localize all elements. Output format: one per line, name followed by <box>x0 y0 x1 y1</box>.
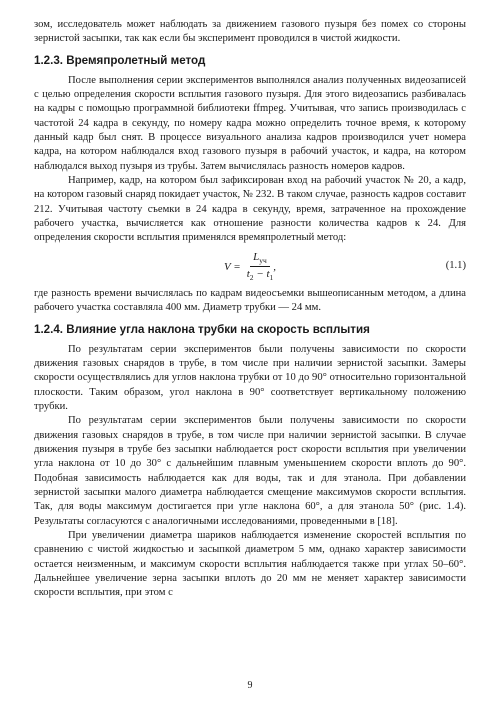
formula-numerator: $L_{уч}$ <box>250 251 270 267</box>
formula-comma: , <box>273 260 276 273</box>
formula-1-1 <box>34 249 466 285</box>
paragraph-angle-results: По результатам серии экспериментов были получены зависимости по скорости движения газовых снарядов в трубе, в том числе при наличии зернистой засыпки. Замеры скорости осуществлялись для углов наклона трубки от 10 до 90° относительно горизонтальной плоскости. Таким образом, угол наклона в 90° соответствует вертикальному положению трубки. <box>34 343 466 412</box>
paragraph-frame-example: Например, кадр, на котором был зафиксирован вход на рабочий участок № 20, а кадр, на котором газовый снаряд покидает участок, № 232. В таком случае, разность кадров составит 212. Учитывая частоту съемки в 24 кадра в секунду, время, затраченное на прохождение рабочего участка, вычисляется как отношение разности количества кадров к 24. Для определения скорости всплытия применялся времяпролетный метод: <box>34 175 466 244</box>
formula-lhs: V = <box>223 260 241 273</box>
paragraph-formula-explanation: где разность времени вычислялась по кадрам видеосъемки вышеописанным методом, а длина рабочего участка составляла 400 мм. Диаметр трубки — 24 мм. <box>34 287 466 314</box>
section-heading-time-of-flight: 1.2.3. Времяпролетный метод <box>34 53 206 67</box>
paragraph-video-analysis: После выполнения серии экспериментов выполнялся анализ полученных видеозаписей с целью определения скорости всплытия газового пузыря. Для этого видеозапись разбивалась на кадры с помощью программной библиотеки ffmpeg. Учитывая, что запись производилась с частотой 24 кадра в секунду, по номеру кадра можно определить точное время, к которому данный кадр был снят. В процессе визуального анализа кадров производился учет номера кадра, на котором наблюдался вход газового пузыря в рабочий участок, и кадра, на котором наблюдался выход пузыря из трубы. Затем вычислялась разность номеров кадров. <box>34 74 466 172</box>
paragraph-continuation: зом, исследователь может наблюдать за движением газового пузыря без помех со стороны зернистой засыпки, так как если бы эксперимент проводился в чистой жидкости. <box>34 19 466 45</box>
page-number: 9 <box>247 680 253 691</box>
section-heading-inclination-angle: 1.2.4. Влияние угла наклона трубки на скорость всплытия <box>34 322 370 336</box>
paragraph-ball-diameter: При увеличении диаметра шариков наблюдается изменение скоростей всплытия по сравнению с чистой жидкостью и засыпкой диаметром 5 мм, однако характер зависимости остается неизменным, и максимум скорости всплытия наблюдается также при углах 50–60°. Дальнейшее увеличение зерна засыпки вплоть до 20 мм не меняет характер зависимости скорости всплытия, при этом с <box>34 529 466 599</box>
paragraph-angle-dependence: По результатам серии экспериментов были получены зависимости по скорости движения газовых снарядов в трубе, в том числе при наличии зернистой засыпки. В случае движения пузыря в трубе без засыпки наблюдается рост скорости всплытия при увеличении угла наклона от 10 до 30° с дальнейшим плавным уменьшением скорости вплоть до 90°. Подобная зависимость наблюдается как для воды, так и для этанола. При добавлении зернистой засыпки малого диаметра наблюдается смещение максимумов скорости всплытия. Так, для воды максимум достигается при угле наклона 60°, а для этанола 50° (рис. 1.4). Результаты согласуются с аналогичными исследованиями, проведенными в [18]. <box>34 415 466 527</box>
equation-number: (1.1) <box>445 259 466 271</box>
formula-denominator: $t_2 - t_1$ <box>246 268 274 283</box>
formula-fraction <box>247 251 274 282</box>
